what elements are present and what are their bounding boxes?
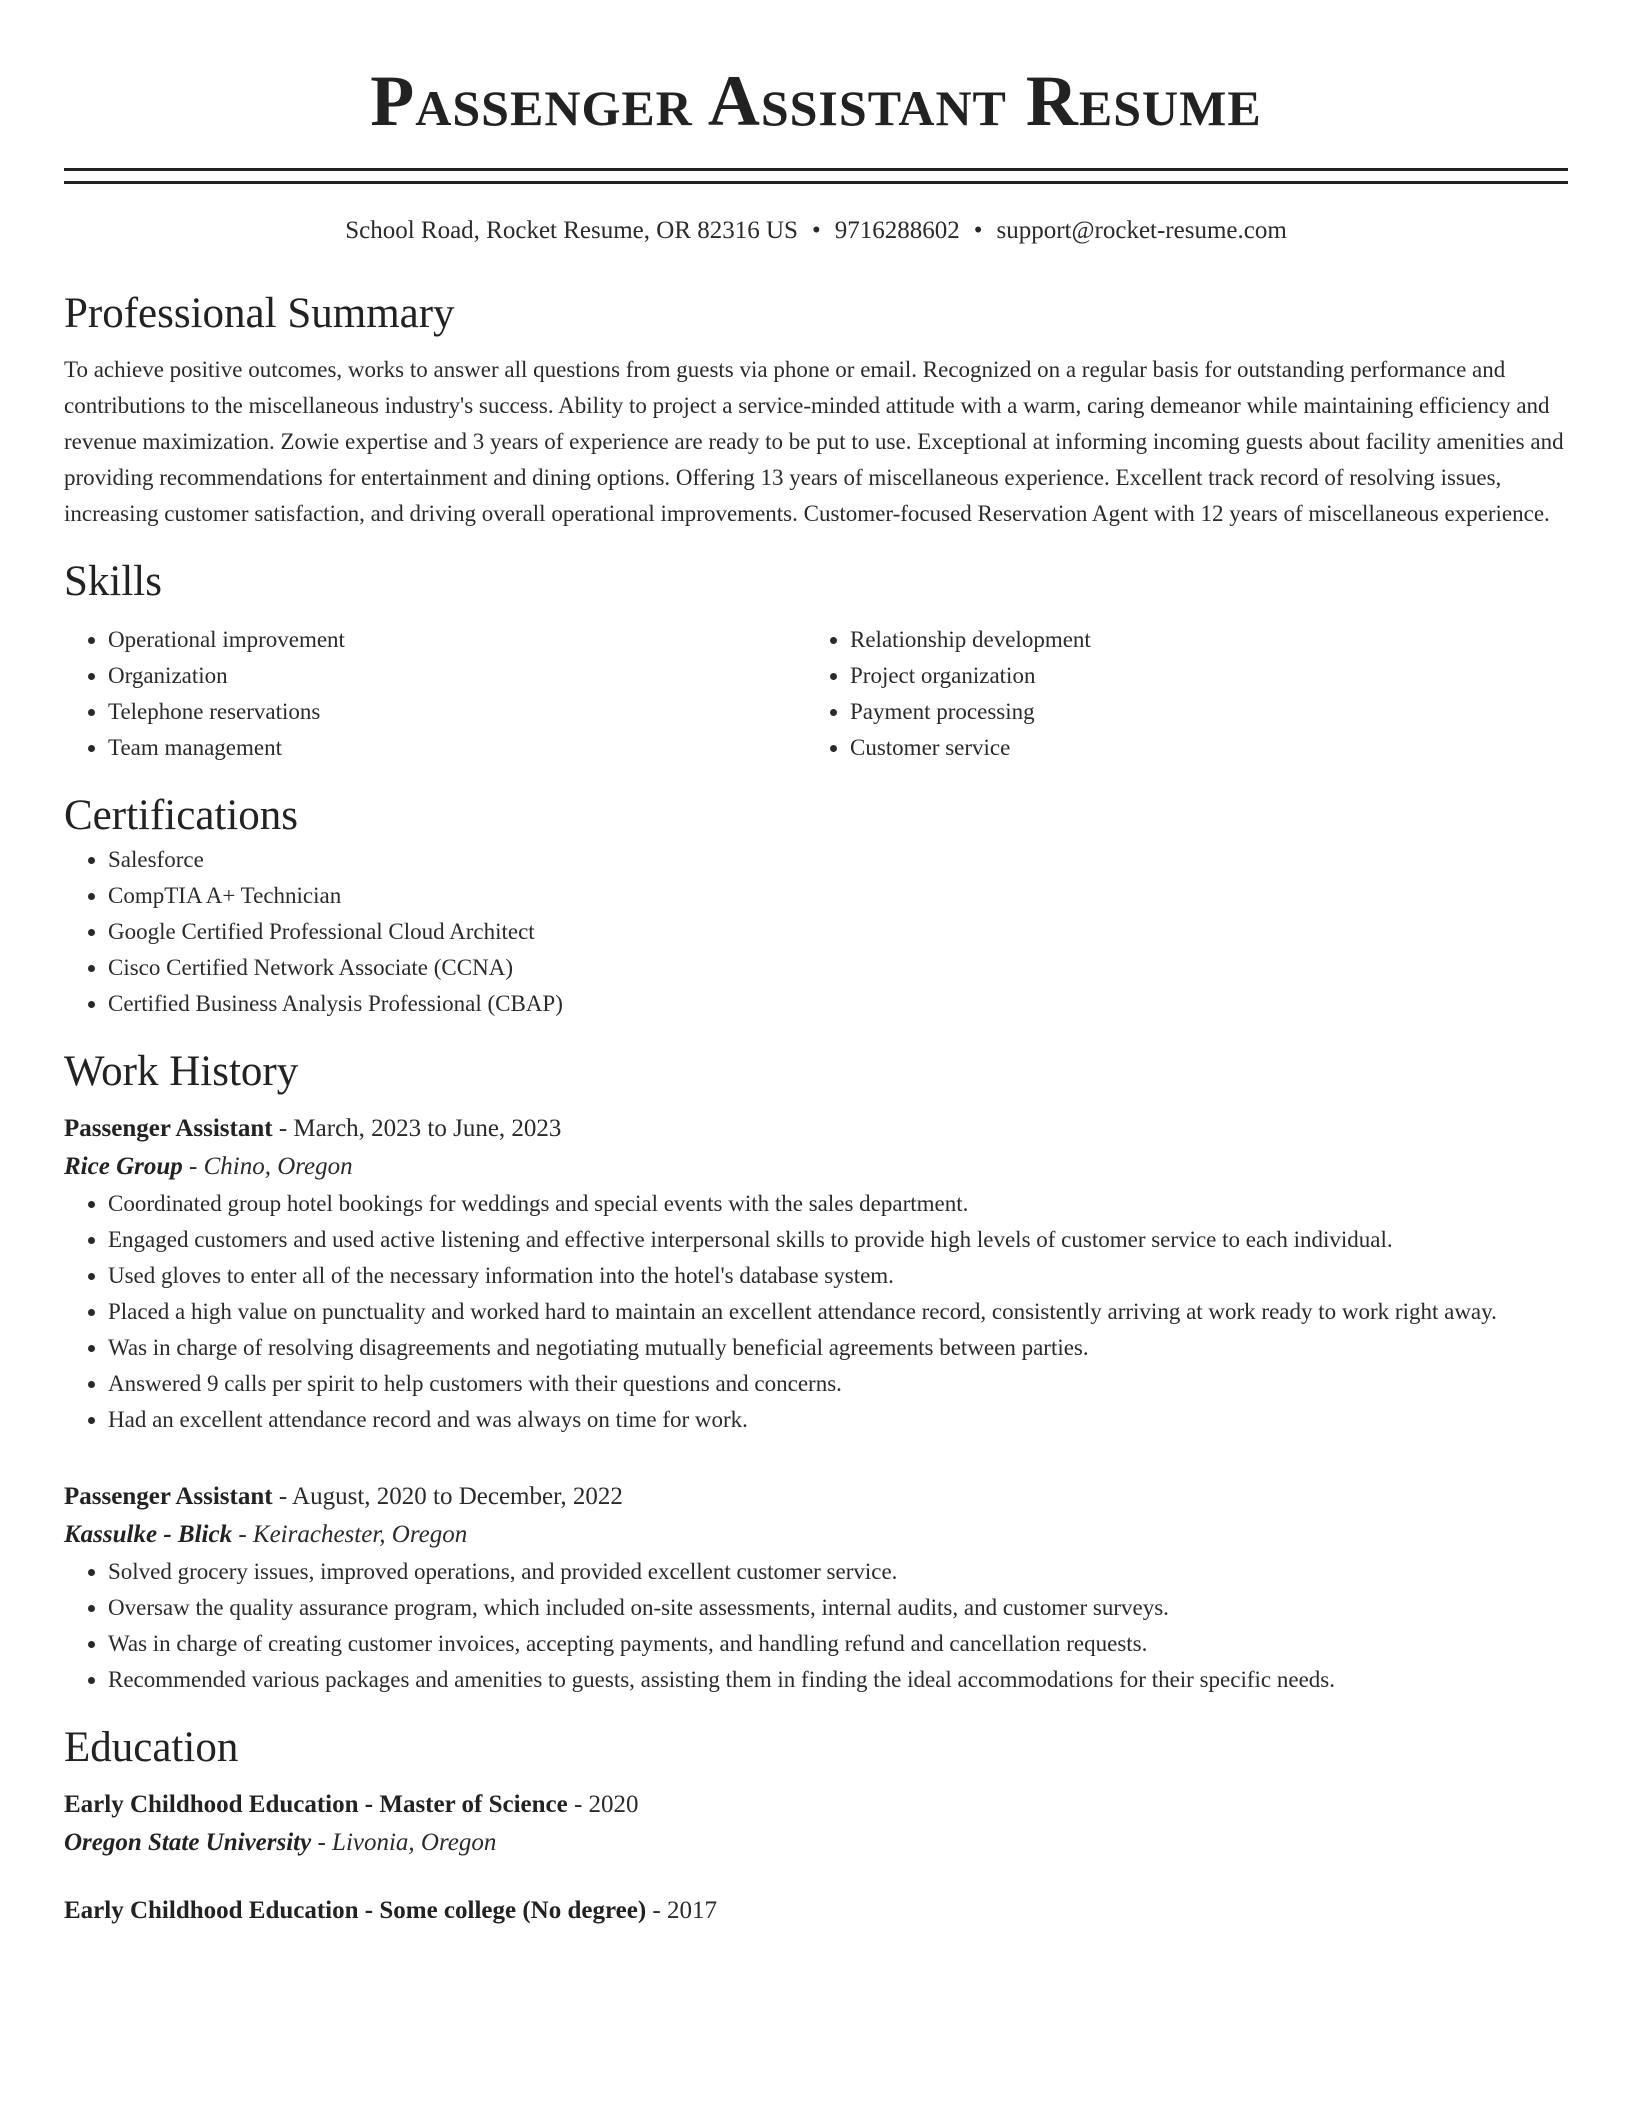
job-duty: • Engaged customers and used active listening and effective interpersonal skills to provide high levels of customer service to each individual. bbox=[108, 1222, 1568, 1258]
skills-heading: Skills bbox=[64, 558, 162, 605]
education-school-line bbox=[64, 1824, 1568, 1862]
skill-item: • Operational improvement bbox=[108, 622, 806, 658]
job-location: - Keirachester, Oregon bbox=[232, 1521, 468, 1548]
certification-item: • Google Certified Professional Cloud Architect bbox=[108, 914, 1568, 950]
job-entry bbox=[64, 1110, 1568, 1438]
skills-column-right bbox=[806, 622, 1548, 766]
certification-item: • CompTIA A+ Technician bbox=[108, 878, 1568, 914]
skill-item: • Telephone reservations bbox=[108, 694, 806, 730]
job-duty: • Oversaw the quality assurance program, which included on-site assessments, internal audits, and customer surveys. bbox=[108, 1590, 1568, 1626]
job-duty: • Recommended various packages and amenities to guests, assisting them in finding the ideal accommodations for their specific needs. bbox=[108, 1662, 1568, 1698]
job-duty: • Placed a high value on punctuality and worked hard to maintain an excellent attendance record, consistently arriving at work ready to work right away. bbox=[108, 1294, 1568, 1330]
education-degree-line bbox=[64, 1786, 1568, 1824]
education-year: - 2017 bbox=[646, 1897, 717, 1924]
certification-item: • Salesforce bbox=[108, 842, 1568, 878]
education-school: Oregon State University bbox=[64, 1829, 312, 1856]
work-history-heading: Work History bbox=[64, 1048, 299, 1095]
education-year: - 2020 bbox=[567, 1791, 639, 1818]
education-heading: Education bbox=[64, 1724, 239, 1771]
contact-phone: 9716288602 bbox=[834, 217, 960, 244]
skills-list-right bbox=[806, 622, 1548, 766]
job-location: - Chino, Oregon bbox=[182, 1153, 353, 1180]
job-duties-list bbox=[64, 1554, 1568, 1698]
job-company: Kassulke - Blick bbox=[64, 1521, 233, 1548]
skills-columns bbox=[64, 622, 1568, 766]
summary-heading: Professional Summary bbox=[64, 290, 455, 337]
contact-separator: • bbox=[811, 217, 821, 244]
contact-email: support@rocket-resume.com bbox=[996, 217, 1287, 244]
job-duty: • Was in charge of resolving disagreements and negotiating mutually beneficial agreements between parties. bbox=[108, 1330, 1568, 1366]
job-company-line bbox=[64, 1516, 1568, 1554]
job-entry bbox=[64, 1478, 1568, 1698]
education-degree: Early Childhood Education - Master of Science bbox=[64, 1791, 568, 1818]
certifications-list bbox=[64, 842, 1568, 1022]
education-degree: Early Childhood Education - Some college (No degree) bbox=[64, 1897, 647, 1924]
certification-item: • Cisco Certified Network Associate (CCNA) bbox=[108, 950, 1568, 986]
job-dates: - August, 2020 to December, 2022 bbox=[272, 1483, 623, 1510]
skill-item: • Customer service bbox=[850, 730, 1548, 766]
job-duty: • Used gloves to enter all of the necessary information into the hotel's database system. bbox=[108, 1258, 1568, 1294]
contact-address: School Road, Rocket Resume, OR 82316 US bbox=[345, 217, 798, 244]
job-duty: • Solved grocery issues, improved operations, and provided excellent customer service. bbox=[108, 1554, 1568, 1590]
skill-item: • Project organization bbox=[850, 658, 1548, 694]
skill-item: • Team management bbox=[108, 730, 806, 766]
job-title-line bbox=[64, 1110, 1568, 1148]
job-title: Passenger Assistant bbox=[64, 1115, 273, 1142]
education-location: - Livonia, Oregon bbox=[311, 1829, 497, 1856]
contact-separator: • bbox=[973, 217, 983, 244]
job-duties-list bbox=[64, 1186, 1568, 1438]
resume-title: Passenger Assistant Resume bbox=[370, 61, 1262, 141]
skill-item: • Relationship development bbox=[850, 622, 1548, 658]
skills-column-left bbox=[64, 622, 806, 766]
job-duty: • Coordinated group hotel bookings for weddings and special events with the sales department. bbox=[108, 1186, 1568, 1222]
job-company-line bbox=[64, 1148, 1568, 1186]
education-degree-line bbox=[64, 1892, 1568, 1930]
job-duty: • Had an excellent attendance record and was always on time for work. bbox=[108, 1402, 1568, 1438]
job-duty: • Was in charge of creating customer invoices, accepting payments, and handling refund and cancellation requests. bbox=[108, 1626, 1568, 1662]
education-entry bbox=[64, 1892, 1568, 1930]
job-title-line bbox=[64, 1478, 1568, 1516]
skill-item: • Payment processing bbox=[850, 694, 1548, 730]
job-company: Rice Group bbox=[64, 1153, 183, 1180]
certification-item: • Certified Business Analysis Professional (CBAP) bbox=[108, 986, 1568, 1022]
contact-line bbox=[64, 214, 1568, 248]
certifications-heading: Certifications bbox=[64, 792, 299, 839]
job-title: Passenger Assistant bbox=[64, 1483, 273, 1510]
education-entry bbox=[64, 1786, 1568, 1862]
summary-text: To achieve positive outcomes, works to answer all questions from guests via phone or email. Recognized on a regular basis for outstanding performance and contributions to the miscellaneous industry's success. Ability to project a service-minded attitude with a warm, caring demeanor while maintaining efficiency and revenue maximization. Zowie expertise and 3 years of experience are ready to be put to use. Exceptional at informing incoming guests about facility amenities and providing recommendations for entertainment and dining options. Offering 13 years of miscellaneous experience. Excellent track record of resolving issues, increasing customer satisfaction, and driving overall operational improvements. Customer-focused Reservation Agent with 12 years of miscellaneous experience. bbox=[64, 357, 1564, 526]
job-duty: • Answered 9 calls per spirit to help customers with their questions and concerns. bbox=[108, 1366, 1568, 1402]
skills-list-left bbox=[64, 622, 806, 766]
title-divider bbox=[64, 168, 1568, 184]
job-dates: - March, 2023 to June, 2023 bbox=[272, 1115, 562, 1142]
skill-item: • Organization bbox=[108, 658, 806, 694]
